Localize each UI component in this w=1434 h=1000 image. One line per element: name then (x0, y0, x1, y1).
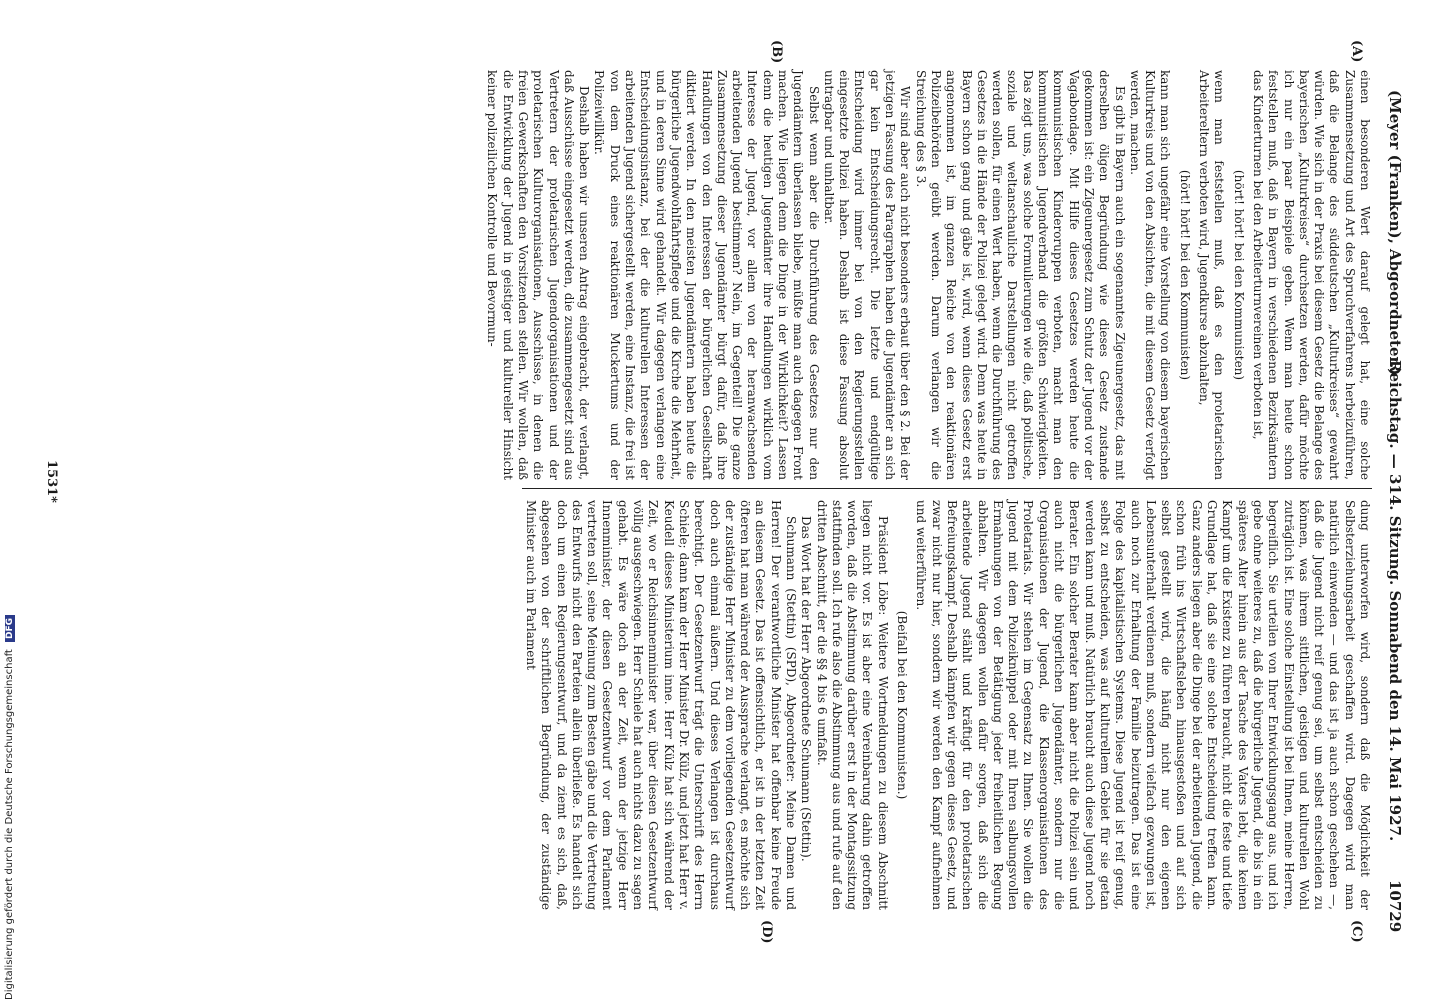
margin-letter-b: (B) (769, 40, 784, 64)
left-column (484, 70, 1372, 480)
dfg-logo: DFG (5, 615, 15, 642)
paragraph: Präsident Löbe: Weitere Wortmeldungen zu diesem Abschnitt liegen nicht vor. Es ist aber eine Vereinbarung dahin getroffen worden, daß die Abstimmung darüber erst in der Montagssitzung stattfinden soll. Ich rufe also die Abstimmung aus und rufe auf den dritten Abschnitt, der die §§ 4 bis 6 umfaßt. (814, 500, 890, 910)
paragraph: kann man sich ungefähr eine Vorstellung von diesem bayerischen Kulturkreis und von den Absichten, die mit diesem Gesetz verfolgt werden, machen. (1127, 70, 1173, 480)
paragraph: Es gibt in Bayern auch ein sogenanntes Zigeunergesetz, das mit derselben öligen Begründung wie dieses Gesetz zustande gekommen ist: ein Zigeunergesetz zum Schutz der Jugend vor der Vagabondage. Mit Hilfe dieses Gesetzes werden heute die kommunistischen Kinderoruppen verboten, macht man den kommunistischen Jugendverband die größten Schwierigkeiten. Das zeigt uns, was solche Formulierungen wie die, daß politische, soziale und weltanschauliche Darstellungen nicht getroffen werden sollen, für einen Wert haben, wenn die Durchführung des Gesetzes in die Hände der Polizei gelegt wird. Denn was heute in Bayern schon gang und gäbe ist, wird, wenn dieses Gesetz erst angenommen ist, im ganzen Reiche von den reaktionären Polizeibehörden geübt werden. Darum verlangen wir die Streichung des § 3. (913, 70, 1127, 480)
margin-letter-a: (A) (1349, 40, 1364, 63)
header-title: Reichstag. — 314. Sitzung. Sonnabend den 14. Mai 1927. (1386, 360, 1404, 842)
paragraph: einen besonderen Wert darauf gelegt hat, eine solche Zusammensetzung und Art des Spruchverfahrens herbeizuführen, daß die Belange des süddeutschen „Kulturkreises“ gewahrt würden. Wie sich in der Praxis bei diesem Gesetz die Belange des bayerischen „Kulturkreises“ durchsetzen werden, dafür möchte ich nur ein paar Beispiele geben. Wenn man heute schon feststellen muß, daß in Bayern in verschiedenen Bezirksämtern das Kinderturnen bei den Arbeiterturnvereinen verboten ist, (1250, 70, 1372, 480)
paragraph: Selbst wenn aber die Durchführung des Gesetzes nur den Jugendämtern überlassen bliebe, müßte man auch dagegen Front machen. Wie liegen denn die Dinge in der Wirklichkeit? Lassen denn die heutigen Jugendämter ihre Handlungen wirklich vom Interesse der Jugend, vor allem von der heranwachsenden arbeitenden Jugend bestimmen? Nein, im Gegenteil! Die ganze Zusammensetzung dieser Jugendämter bürgt dafür, daß ihre Handlungen von den Interessen der bürgerlichen Gesellschaft diktiert werden. In den meisten Jugendämtern haben heute die bürgerliche Jugendwohlfahrtspflege und die Kirche die Mehrheit, und in deren Sinne wird gehandelt. Wir dagegen verlangen eine Entscheidungsinstanz, bei der die kulturellen Interessen der arbeitenden Jugend sichergestellt werden, eine Instanz, die frei ist von dem Druck eines reaktionären Muckertums und der Polizeiwillkür. (592, 70, 821, 480)
margin-letter-d: (D) (759, 920, 774, 944)
interjection: (Beifall bei den Kommunisten.) (895, 610, 910, 800)
watermark-text: Digitalisierung gefördert durch die Deutsche Forschungsgemeinschaft (4, 649, 15, 1000)
paragraph: dung unterworfen wird, sondern daß die Möglichkeit der Selbsterziehungsarbeit geschaffen wird. Dagegen wird man natürlich einwenden — und das ist ja auch schon geschehen —, daß die Jugend nicht reif genug sei, um selbst entscheiden zu können, was ihrem sittlichen, geistigen und kulturellen Wohl zuträglich ist. Eine solche Einstellung ist bei Ihnen, meine Herren, begreiflich. Sie urteilen von Ihrer Entwicklungsgang aus, und ich gebe ohne weiteres zu, daß die bürgerliche Jugend, die bis in ein späteres Alter hinein aus der Tasche des Vaters lebt, die keinen Kampf um die Existenz zu führen braucht, nicht die feste und tiefe Grundlage hat, daß sie eine solche Entscheidung treffen kann. Ganz anders liegen aber die Dinge bei der arbeitenden Jugend, die schon früh ins Wirtschaftsleben hinausgestoßen und auf sich selbst gestellt wird, die häufig nicht nur den eigenen Lebensunterhalt verdienen muß, sondern vielfach gezwungen ist, auch noch zur Erhaltung der Familie beizutragen. Das ist eine Folge des kapitalistischen Systems. Diese Jugend ist reif genug, selbst zu entscheiden, was auf kulturellem Gebiet für sie getan werden kann und muß. Natürlich braucht auch diese Jugend noch Berater. Ein solcher Berater kann aber nicht die Polizei sein und auch nicht die bürgerlichen Jugendämter, sondern nur die Organisationen der Jugend, die Klassenorganisationen des Proletariats. Wir stehen im Gegensatz zu Ihnen. Sie wollen die Jugend mit dem Polizeiknüppel oder mit Ihren salbungsvollen Ermahnungen von der Betätigung jeder freiheitlichen Regung abhalten. Wir dagegen wollen dafür sorgen, daß sich die arbeitende Jugend stählt und kräftigt für den proletarischen Befreiungskampf. Deshalb kämpfen wir gegen dieses Gesetz, und zwar nicht nur hier, sondern wir werden den Kampf aufnehmen und weiterführen. (914, 500, 1372, 910)
paragraph: Wir sind aber auch nicht besonders erbaut über den § 2. Bei der jetzigen Fassung des Paragraphen haben die Jugendämter an sich gar kein Entscheidungsrecht. Die letzte und endgültige Entscheidung wird immer bei von den Regierungsstellen eingesetzte Polizei haben. Deshalb ist diese Fassung absolut untragbar und unhaltbar. (821, 70, 913, 480)
paragraph: Deshalb haben wir unseren Antrag eingebracht, der verlangt, daß Ausschüsse eingesetzt werden, die zusammengesetzt sind aus Vertretern der proletarischen Jugendorganisationen und der proletarischen Kulturorganisationen, Ausschüsse, in denen die freien Gewerkschaften den Vorsitzenden stellen. Wir wollen, daß die Entwicklung der Jugend in geistiger und kultureller Hinsicht keiner polizeilichen Kontrolle und Bevormun- (485, 70, 592, 480)
paragraph: Das Wort hat der Herr Abgeordnete Schumann (Stettin). (799, 516, 814, 862)
footer-page-code: 1531* (44, 460, 59, 503)
paragraph: wenn man feststellen muß, daß es den proletarischen Arbeitereltern verboten wird, Jugendkurse abzuhalten, (1197, 70, 1227, 480)
header-page-number: 10729 (1386, 880, 1404, 933)
watermark (4, 0, 18, 1000)
interjection: (hört! hört! bei den Kommunisten) (1177, 169, 1192, 381)
header-speaker: (Meyer (Franken), Abgeordneter.) (1386, 90, 1404, 376)
right-column (523, 500, 1372, 910)
paragraph: Schumann (Stettin) (SPD), Abgeordneter: Meine Damen und Herren! Der verantwortliche Minister hat offenbar keine Freude an diesem Gesetz. Das ist offensichtlich, er ist in der letzten Zeit öfteren hat man während der Aussprache verlangt, es möchte sich der zuständige Herr Minister zu dem vorliegenden Gesetzentwurf doch auch einmal äußern. Und dieses Verlangen ist durchaus berechtigt. Der Gesetzentwurf trägt die Unterschrift des Herrn Schiele; dann kam der Herr Minister Dr. Külz, und jetzt hat Herr v. Keudell dieses Ministerium inne. Herr Külz hat sich während der Zeit, wo er Reichsinnenminister war, über diesen Gesetzentwurf völlig ausgeschwiegen. Herr Schiele hat auch nichts dazu zu sagen gehabt. Es wäre doch an der Zeit, wenn der jetzige Herr Innenminister, der diesen Gesetzentwurf vor dem Parlament vertreten soll, seine Meinung zum Besten gäbe und die Vertretung des Entwurfs nicht den Parteien allein überließe. Es handelt sich doch um einen Regierungsentwurf, und da ziemt es sich, daß, abgesehen von der schriftlichen Begründung, der zuständige Minister auch im Parlament (523, 500, 799, 910)
margin-letter-c: (C) (1349, 920, 1364, 943)
column-divider (522, 488, 1372, 489)
interjection: (hört! hört! bei den Kommunisten) (1231, 169, 1246, 381)
